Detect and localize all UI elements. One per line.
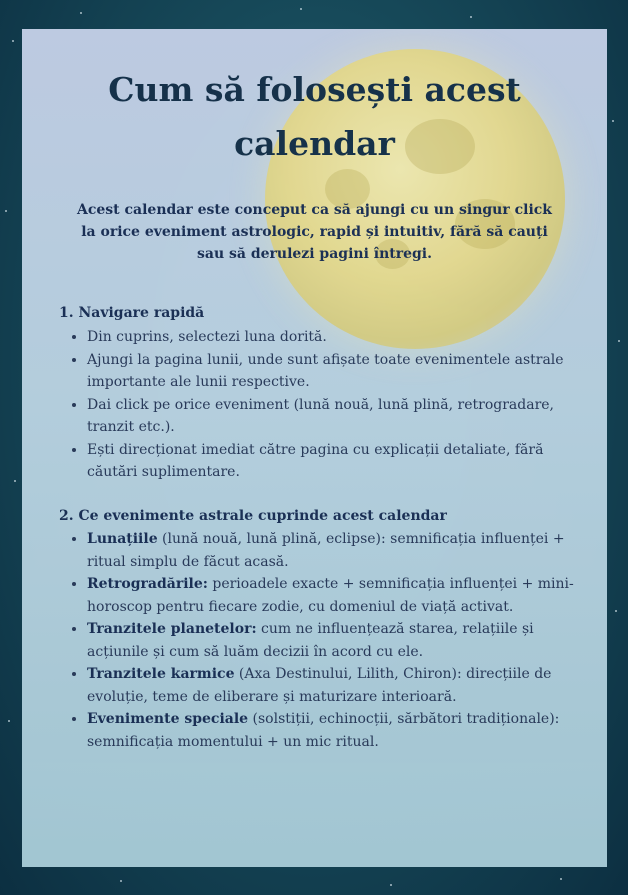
- list-item: • Ești direcționat imediat către pagina cu explicații detaliate, fără căutări suplimentare.: [87, 439, 592, 484]
- page-title: Cum să folosești acest calendar: [108, 70, 521, 163]
- intro-paragraph: Acest calendar este conceput ca să ajungi cu un singur click la orice eveniment astrologic, rapid și intuitiv, fără să cauți sau să derulezi pagini întregi.: [76, 202, 552, 262]
- item-bold-label: Retrogradările:: [87, 576, 208, 592]
- list-item: • Din cuprins, selectezi luna dorită.: [87, 326, 592, 349]
- item-bold-label: Evenimente speciale: [87, 711, 249, 727]
- section-2-heading: 2. Ce evenimente astrale cuprinde acest calendar: [59, 508, 447, 524]
- item-bold-label: Tranzitele karmice: [87, 666, 235, 682]
- section-2-list: [59, 528, 592, 753]
- item-bold-label: Lunațiile: [87, 531, 158, 547]
- content-panel: [22, 29, 607, 867]
- item-text: (solstiții, echinocții, sărbători tradiționale): semnificația momentului + un mic ritual.: [87, 711, 560, 750]
- item-text: (lună nouă, lună plină, eclipse): semnificația influenței + ritual simplu de făcut acasă.: [87, 531, 565, 570]
- list-item: [87, 528, 592, 573]
- item-text: (Axa Destinului, Lilith, Chiron): direcțiile de evoluție, teme de eliberare și maturizare interioară.: [87, 666, 552, 705]
- list-item: [87, 573, 592, 618]
- section-1-list: [59, 326, 592, 484]
- item-text: cum ne influențează starea, relațiile și acțiunile și cum să luăm decizii în acord cu ele.: [87, 621, 534, 660]
- list-item: [87, 663, 592, 708]
- item-bold-label: Tranzitele planetelor:: [87, 621, 257, 637]
- list-item: • Ajungi la pagina lunii, unde sunt afișate toate evenimentele astrale importante ale lunii respective.: [87, 349, 592, 394]
- list-item: [87, 618, 592, 663]
- list-item: [87, 708, 592, 753]
- list-item: • Dai click pe orice eveniment (lună nouă, lună plină, retrogradare, tranzit etc.).: [87, 394, 592, 439]
- section-1-heading: 1. Navigare rapidă: [59, 305, 205, 321]
- item-text: perioadele exacte + semnificația influenței + mini-horoscop pentru fiecare zodie, cu domeniul de viață activat.: [87, 576, 574, 615]
